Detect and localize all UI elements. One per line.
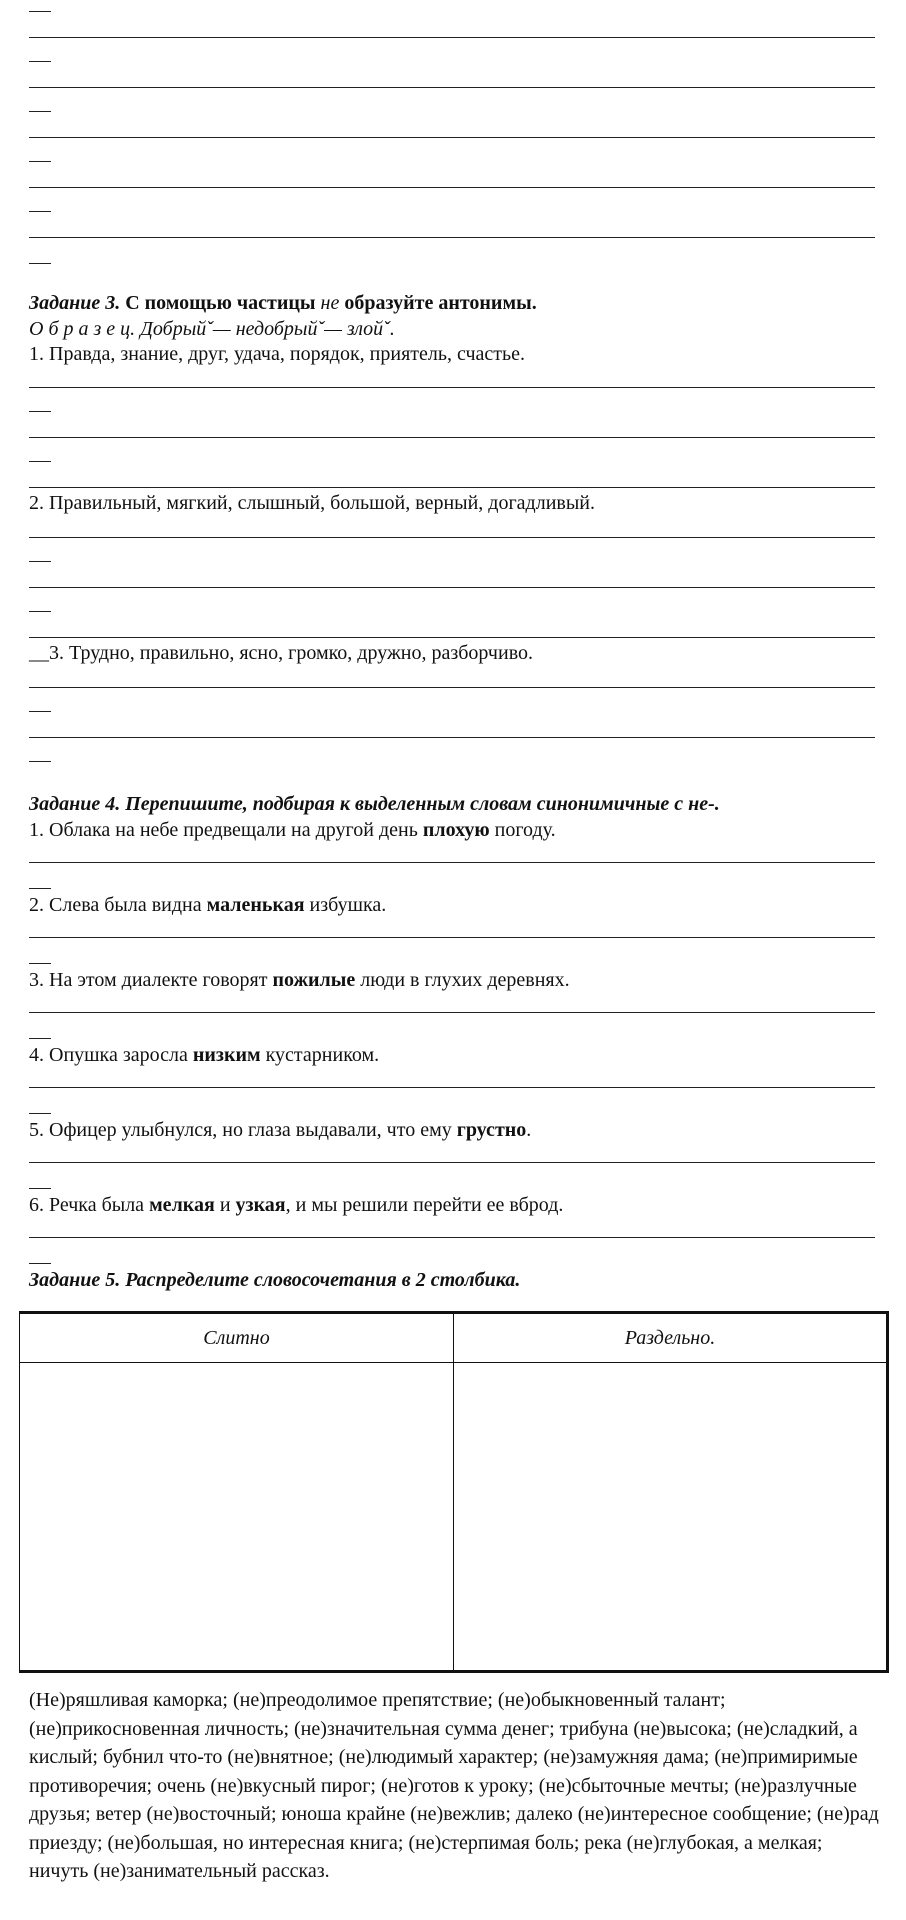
column-header-together: Слитно (20, 1313, 454, 1363)
answer-line (29, 487, 875, 488)
answer-cell-separate[interactable] (454, 1363, 888, 1672)
answer-dash (29, 1113, 51, 1114)
answer-line (29, 1162, 875, 1163)
answer-line (29, 637, 875, 638)
answer-line (29, 387, 875, 388)
answer-dash (29, 1038, 51, 1039)
table-answer-row (20, 1363, 888, 1672)
answer-dash (29, 761, 51, 762)
answer-dash (29, 11, 51, 12)
answer-line (29, 1012, 875, 1013)
sentence-text: 3. На этом диалекте говорят (29, 969, 273, 991)
highlighted-word: маленькая (206, 894, 305, 916)
answer-line (29, 737, 875, 738)
task4-item-4 (29, 1043, 379, 1067)
task5-phrases: (Не)ряшливая каморка; (не)преодолимое препятствие; (не)обыкновенный талант; (не)прикосновенная личность; (не)значительная сумма денег; трибуна (не)высока; (не)сладкий, а кислый; бубнил что-то (не)внятное; (не)людимый характер; (не)замужняя дама; (не)примиримые противоречия; очень (не)вкусный пирог; (не)готов к уроку; (не)сбыточные мечты; (не)разлучные друзья; ветер (не)восточный; юноша крайне (не)вежлив; далеко (не)интересное сообщение; (не)рад приезду; (не)большая, но интересная книга; (не)стерпимая боль; река (не)глубокая, а мелкая; ничуть (не)занимательный рассказ. (29, 1689, 879, 1882)
task4-title: Задание 4. Перепишите, подбирая к выделенным словам синонимичные с не-. (29, 793, 720, 815)
sentence-text: , и мы решили перейти ее вброд. (285, 1194, 564, 1216)
answer-dash (29, 963, 51, 964)
answer-line (29, 537, 875, 538)
sentence-text: . (526, 1119, 532, 1141)
highlighted-word: низким (192, 1044, 261, 1066)
sentence-text: 1. Облака на небе предвещали на другой день (29, 819, 423, 841)
task5-title: Задание 5. Распределите словосочетания в 2 столбика. (29, 1269, 521, 1291)
task3-item-3: __3. Трудно, правильно, ясно, громко, дружно, разборчиво. (29, 642, 533, 664)
sentence-text: погоду. (489, 819, 556, 841)
answer-line (29, 37, 875, 38)
task4-item-2 (29, 893, 386, 917)
answer-dash (29, 561, 51, 562)
answer-dash (29, 1263, 51, 1264)
sentence-text: кустарником. (260, 1044, 380, 1066)
answer-dash (29, 611, 51, 612)
answer-cell-together[interactable] (20, 1363, 454, 1672)
highlighted-word: мелкая (149, 1194, 215, 1216)
task4-item-6 (29, 1193, 563, 1217)
highlighted-word: плохую (422, 819, 490, 841)
table-header-row (20, 1313, 888, 1363)
task4-item-1 (29, 818, 556, 842)
task3-title-particle: не (320, 292, 340, 314)
sentence-text: 6. Речка была (29, 1194, 150, 1216)
task3-item-2: 2. Правильный, мягкий, слышный, большой, верный, догадливый. (29, 492, 595, 514)
answer-dash (29, 161, 51, 162)
sentence-text: избушка. (304, 894, 387, 916)
answer-line (29, 1237, 875, 1238)
answer-dash (29, 411, 51, 412)
answer-dash (29, 61, 51, 62)
answer-line (29, 187, 875, 188)
answer-line (29, 1087, 875, 1088)
answer-dash (29, 461, 51, 462)
answer-dash (29, 111, 51, 112)
answer-dash (29, 1188, 51, 1189)
highlighted-word: грустно (456, 1119, 527, 1141)
task4-item-3 (29, 968, 570, 992)
answer-line (29, 437, 875, 438)
answer-line (29, 587, 875, 588)
task4-item-5 (29, 1118, 531, 1142)
answer-line (29, 862, 875, 863)
task3-title (29, 291, 537, 315)
answer-line (29, 237, 875, 238)
sentence-text: 2. Слева была видна (29, 894, 207, 916)
answer-dash (29, 711, 51, 712)
answer-line (29, 87, 875, 88)
answer-line (29, 687, 875, 688)
answer-line (29, 137, 875, 138)
task3-title-bold: С помощью частицы (120, 292, 321, 314)
highlighted-word: узкая (235, 1194, 286, 1216)
sentence-text: люди в глухих деревнях. (355, 969, 570, 991)
task3-item-1: 1. Правда, знание, друг, удача, порядок, приятель, счастье. (29, 343, 526, 365)
sentence-text: и (214, 1194, 236, 1216)
highlighted-word: пожилые (272, 969, 356, 991)
task3-title-suffix: образуйте антонимы. (339, 292, 537, 314)
sentence-text: 4. Опушка заросла (29, 1044, 193, 1066)
sorting-table (19, 1311, 889, 1673)
answer-line (29, 937, 875, 938)
task3-example: О б р а з е ц. Добрыйˇ— недобрыйˇ— злойˇ. (29, 318, 395, 340)
sentence-text: 5. Офицер улыбнулся, но глаза выдавали, что ему (29, 1119, 457, 1141)
column-header-separate: Раздельно. (454, 1313, 888, 1363)
answer-dash (29, 211, 51, 212)
answer-dash (29, 888, 51, 889)
answer-dash (29, 263, 51, 264)
task3-title-prefix: Задание 3. (29, 292, 121, 314)
